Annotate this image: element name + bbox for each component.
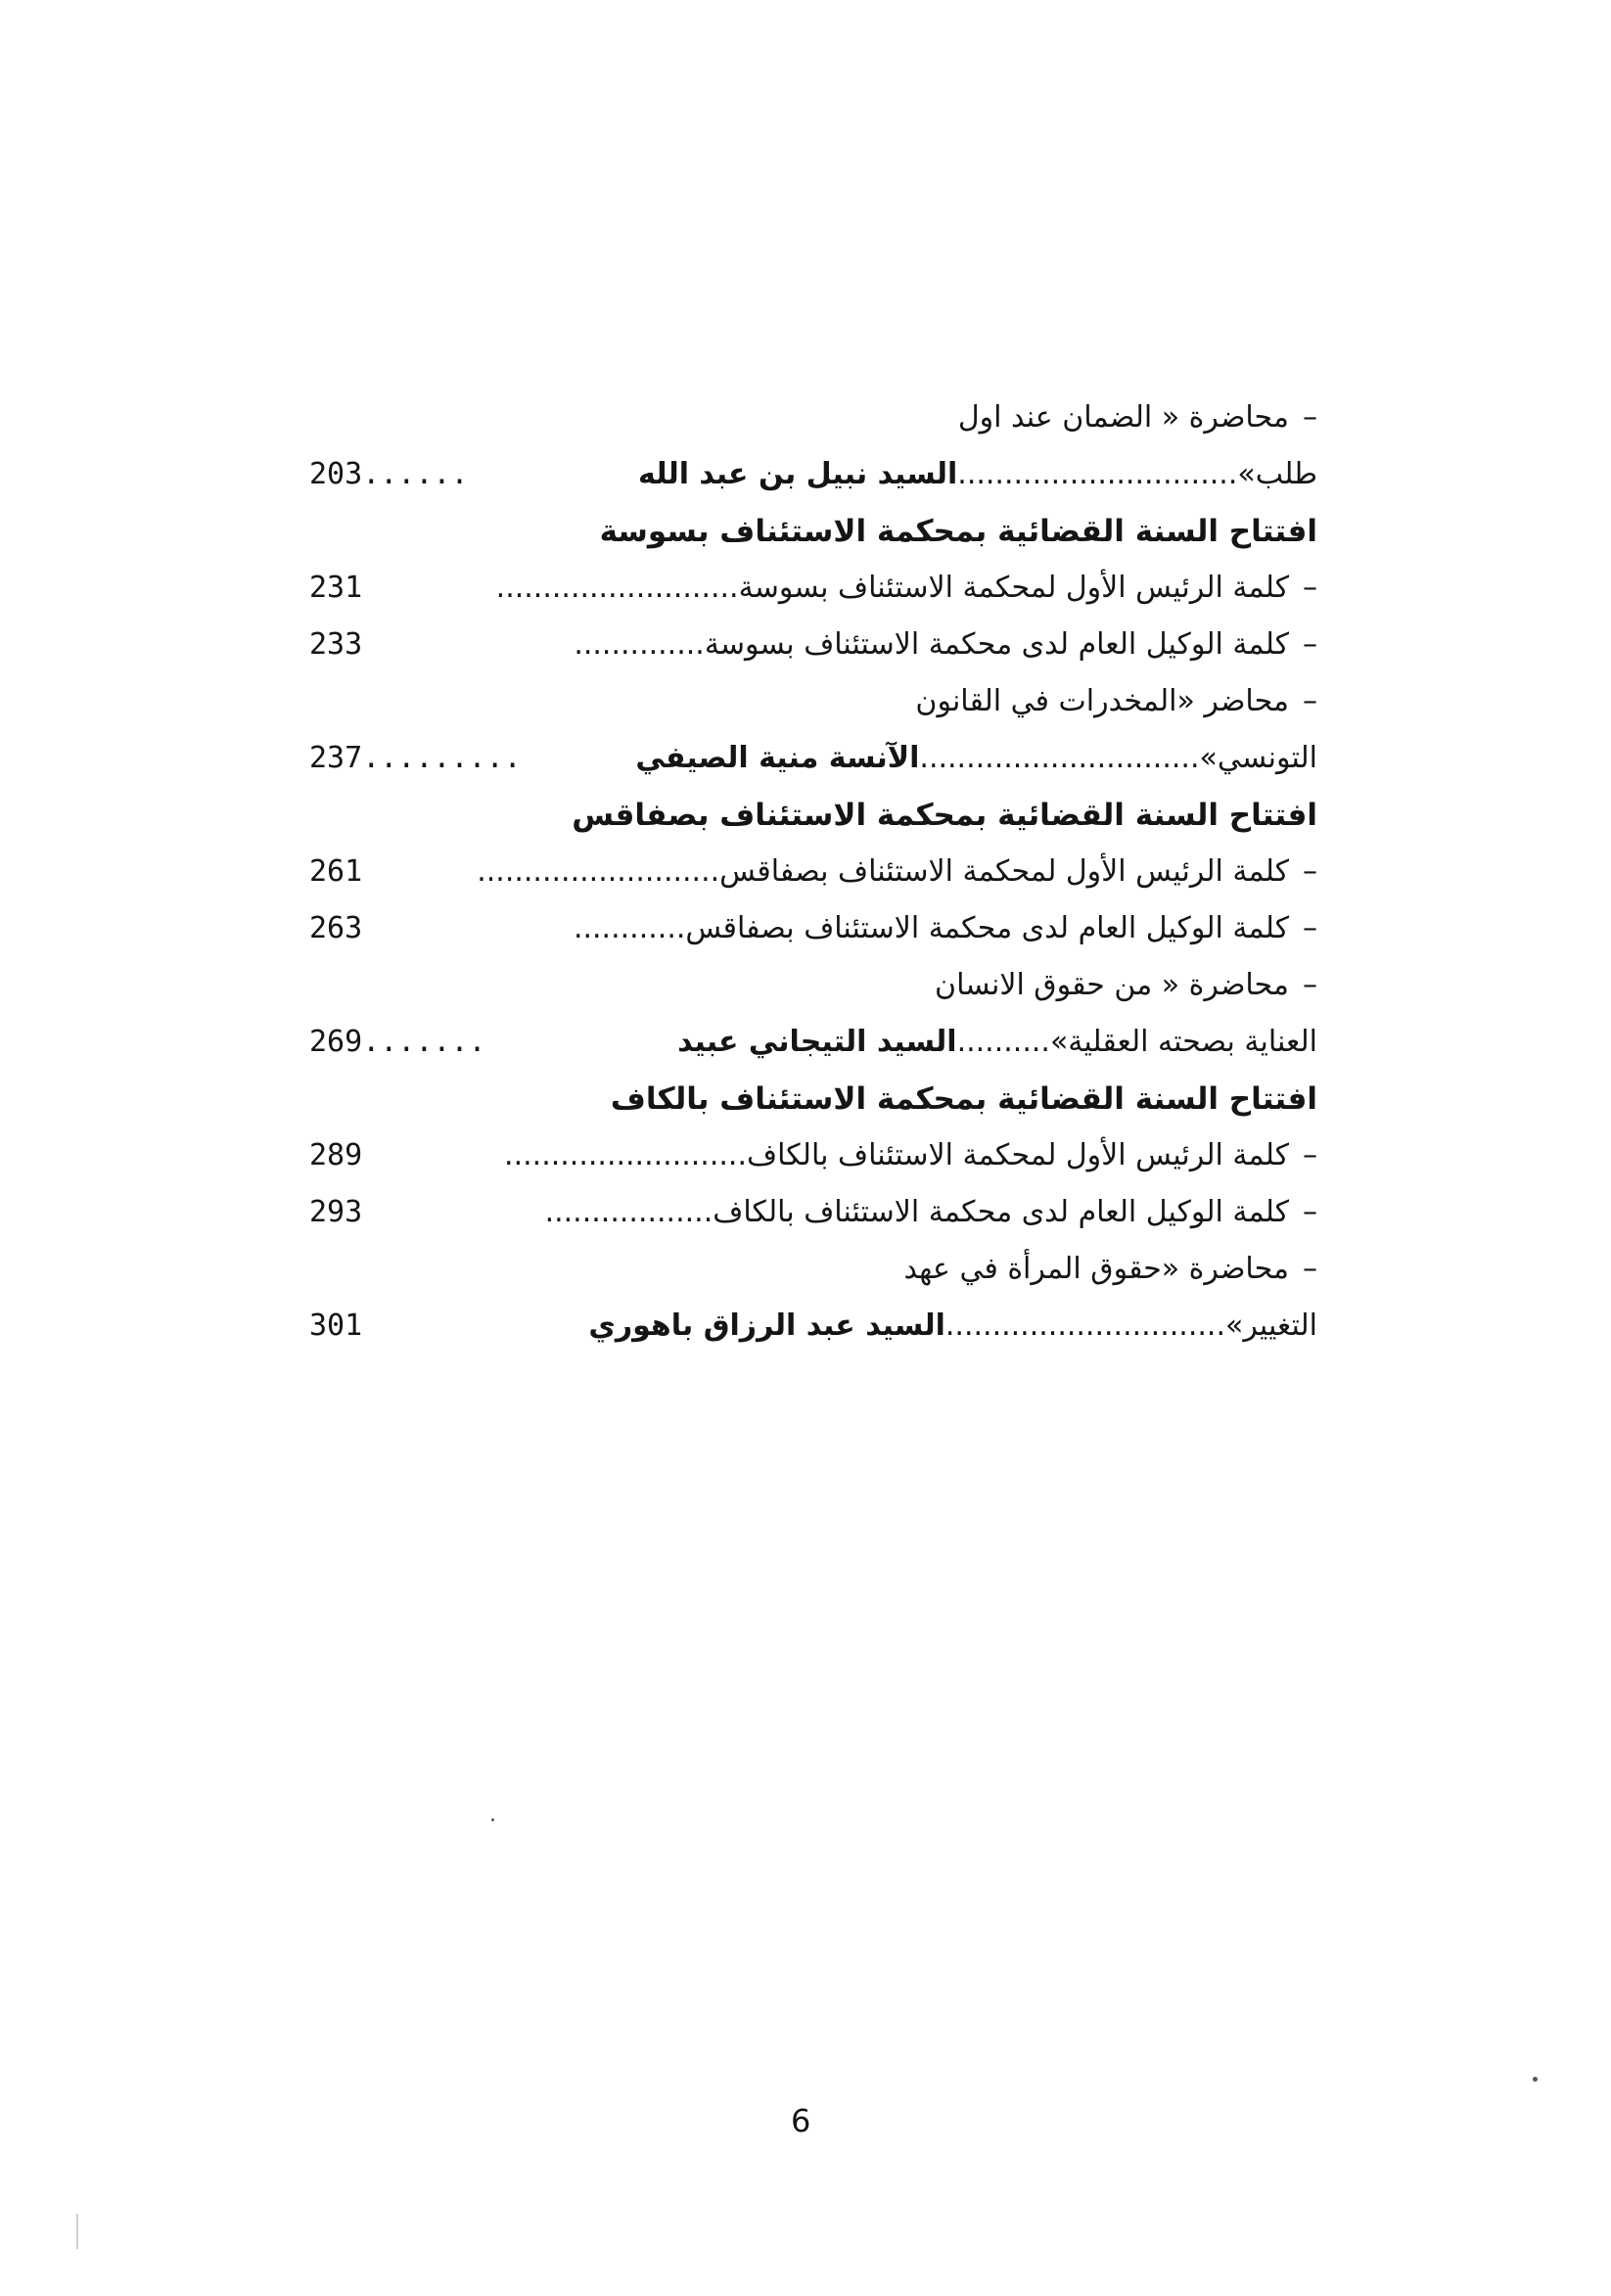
toc-entry: –محاضرة « من حقوق الانسان <box>935 968 1317 1002</box>
entry-title: كلمة الرئيس الأول لمحكمة الاستئناف بصفاقس <box>719 854 1289 889</box>
entry-title: كلمة الوكيل العام لدى محكمة الاستئناف بالكاف <box>713 1195 1289 1229</box>
page-ref: 233 <box>309 627 363 662</box>
page-number: 6 <box>791 2102 811 2139</box>
entry-author: السيد عبد الرزاق باهوري <box>588 1309 945 1343</box>
dot-leader: .......... <box>956 1025 1050 1059</box>
toc-entry <box>309 446 1317 503</box>
toc-entry: –محاضرة « الضمان عند اول <box>957 400 1317 435</box>
toc-entry: –كلمة الرئيس الأول لمحكمة الاستئناف بصفاقس.......................... 261 <box>309 844 1317 900</box>
dot-leader: ...... <box>362 457 469 491</box>
dot-leader: .............. <box>574 627 705 662</box>
dot-leader: .................. <box>544 1195 713 1229</box>
dot-leader: .............................. <box>944 1309 1225 1343</box>
dot-leader: ....... <box>362 1025 486 1059</box>
table-of-contents <box>309 390 1317 1355</box>
page-ref: 289 <box>309 1138 363 1172</box>
page-ref: 203 <box>309 457 363 491</box>
entry-title: التغيير» <box>1224 1309 1317 1343</box>
page-ref: 293 <box>309 1195 363 1229</box>
toc-entry: –كلمة الوكيل العام لدى محكمة الاستئناف بسوسة.............. 233 <box>309 617 1317 673</box>
page-ref: 263 <box>309 911 363 945</box>
toc-entry: –محاضر «المخدرات في القانون <box>915 684 1317 718</box>
scan-edge-mark <box>76 2214 78 2249</box>
entry-author: السيد التيجاني عبيد <box>677 1025 957 1059</box>
dot-leader: .............................. <box>957 457 1238 491</box>
toc-entry <box>309 1014 1317 1071</box>
entry-title: كلمة الوكيل العام لدى محكمة الاستئناف بصفاقس <box>685 911 1289 945</box>
entry-title: كلمة الرئيس الأول لمحكمة الاستئناف بالكاف <box>747 1138 1289 1172</box>
section-heading <box>309 503 1317 560</box>
entry-title: العناية بصحته العقلية» <box>1049 1025 1317 1059</box>
entry-title: محاضرة «حقوق المرأة في عهد <box>903 1252 1289 1286</box>
toc-entry <box>309 1298 1317 1355</box>
section-heading-text: افتتاح السنة القضائية بمحكمة الاستئناف بسوسة <box>599 514 1317 549</box>
entry-author: الآنسة منية الصيفي <box>635 741 920 775</box>
scan-speck <box>1533 2077 1538 2082</box>
entry-title: طلب» <box>1237 457 1317 491</box>
section-heading <box>309 787 1317 844</box>
toc-entry: –كلمة الوكيل العام لدى محكمة الاستئناف بالكاف.................. 293 <box>309 1184 1317 1241</box>
scan-speck <box>491 1818 494 1821</box>
page-ref: 301 <box>309 1309 363 1343</box>
page-ref: 269 <box>309 1025 363 1059</box>
section-heading-text: افتتاح السنة القضائية بمحكمة الاستئناف بصفاقس <box>572 798 1317 833</box>
page-ref: 237 <box>309 741 363 775</box>
toc-entry: –كلمة الرئيس الأول لمحكمة الاستئناف بالكاف.......................... 289 <box>309 1127 1317 1184</box>
entry-title: محاضرة « الضمان عند اول <box>957 400 1289 435</box>
section-heading <box>309 1071 1317 1127</box>
toc-entry: –كلمة الرئيس الأول لمحكمة الاستئناف بسوسة.......................... 231 <box>309 560 1317 617</box>
section-heading-text: افتتاح السنة القضائية بمحكمة الاستئناف بالكاف <box>610 1081 1317 1117</box>
entry-title: كلمة الوكيل العام لدى محكمة الاستئناف بسوسة <box>704 627 1289 662</box>
toc-entry: –محاضرة «حقوق المرأة في عهد <box>903 1252 1317 1286</box>
entry-title: محاضرة « من حقوق الانسان <box>935 968 1289 1002</box>
dot-leader: .......................... <box>504 1138 747 1172</box>
dot-leader: .......................... <box>477 854 720 889</box>
entry-title: محاضر «المخدرات في القانون <box>915 684 1289 718</box>
dot-leader: .......................... <box>495 571 739 605</box>
entry-title: التونسي» <box>1199 741 1317 775</box>
dot-leader: .............................. <box>919 741 1200 775</box>
entry-title: كلمة الرئيس الأول لمحكمة الاستئناف بسوسة <box>738 571 1289 605</box>
entry-author: السيد نبيل بن عبد الله <box>638 457 958 491</box>
dot-leader: ............ <box>573 911 686 945</box>
toc-entry <box>309 730 1317 787</box>
page-ref: 261 <box>309 854 363 889</box>
dot-leader: ......... <box>362 741 522 775</box>
toc-entry: –كلمة الوكيل العام لدى محكمة الاستئناف بصفاقس............ 263 <box>309 900 1317 957</box>
page-ref: 231 <box>309 571 363 605</box>
